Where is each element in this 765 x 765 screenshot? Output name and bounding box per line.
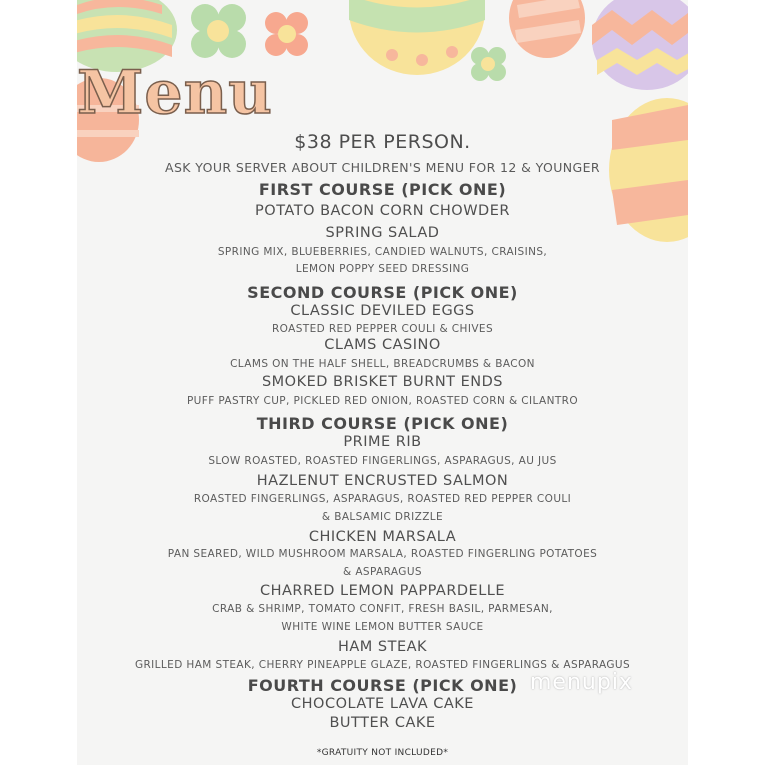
first-course-heading: FIRST COURSE (PICK ONE) <box>258 180 507 199</box>
dish-description: ROASTED FINGERLINGS, ASPARAGUS, ROASTED RED PEPPER COULI <box>193 493 572 505</box>
dish-name: CHARRED LEMON PAPPARDELLE <box>259 583 506 599</box>
second-course-heading: SECOND COURSE (PICK ONE) <box>247 283 518 302</box>
dish-name: BUTTER CAKE <box>329 715 436 731</box>
dish-name: CHOCOLATE LAVA CAKE <box>291 696 474 712</box>
flower-icon <box>191 4 246 58</box>
easter-egg-icon <box>509 0 585 58</box>
dish-description: SLOW ROASTED, ROASTED FINGERLINGS, ASPARAGUS, AU JUS <box>208 455 557 467</box>
third-course-heading: THIRD COURSE (PICK ONE) <box>256 414 509 433</box>
dish-name: PRIME RIB <box>343 434 422 450</box>
dish-name: CLASSIC DEVILED EGGS <box>290 303 475 319</box>
fourth-course-heading: FOURTH COURSE (PICK ONE) <box>247 676 518 695</box>
price-text: $38 PER PERSON. <box>294 131 471 153</box>
dish-description: & ASPARAGUS <box>343 566 422 578</box>
dish-name: HAM STEAK <box>337 639 428 655</box>
dish-description: ROASTED RED PEPPER COULI & CHIVES <box>271 323 494 335</box>
dish-description: SPRING MIX, BLUEBERRIES, CANDIED WALNUTS, CRAISINS, <box>217 246 548 258</box>
dish-description: PAN SEARED, WILD MUSHROOM MARSALA, ROASTED FINGERLING POTATOES <box>167 548 598 560</box>
dish-description: LEMON POPPY SEED DRESSING <box>295 263 470 275</box>
dish-description: PUFF PASTRY CUP, PICKLED RED ONION, ROASTED CORN & CILANTRO <box>186 395 579 407</box>
menu-card <box>77 0 688 765</box>
children-menu-note: ASK YOUR SERVER ABOUT CHILDREN'S MENU FOR 12 & YOUNGER <box>165 160 600 175</box>
gratuity-note: *GRATUITY NOT INCLUDED* <box>316 748 449 758</box>
dish-description: CRAB & SHRIMP, TOMATO CONFIT, FRESH BASIL, PARMESAN, <box>212 603 553 615</box>
dish-description: GRILLED HAM STEAK, CHERRY PINEAPPLE GLAZE, ROASTED FINGERLINGS & ASPARAGUS <box>134 659 631 671</box>
dish-name: CLAMS CASINO <box>324 337 441 353</box>
dish-name: SPRING SALAD <box>325 225 440 241</box>
dish-name: HAZLENUT ENCRUSTED SALMON <box>256 473 509 489</box>
flower-icon <box>265 12 308 56</box>
dish-description: & BALSAMIC DRIZZLE <box>321 511 444 523</box>
dish-name: POTATO BACON CORN CHOWDER <box>255 203 510 219</box>
dish-name: CHICKEN MARSALA <box>308 529 457 545</box>
dish-description: CLAMS ON THE HALF SHELL, BREADCRUMBS & BACON <box>230 358 535 370</box>
dish-description: WHITE WINE LEMON BUTTER SAUCE <box>281 621 484 633</box>
dish-name: SMOKED BRISKET BURNT ENDS <box>261 374 504 390</box>
menu-title: Menu <box>77 58 273 128</box>
watermark: menupix <box>530 670 633 695</box>
